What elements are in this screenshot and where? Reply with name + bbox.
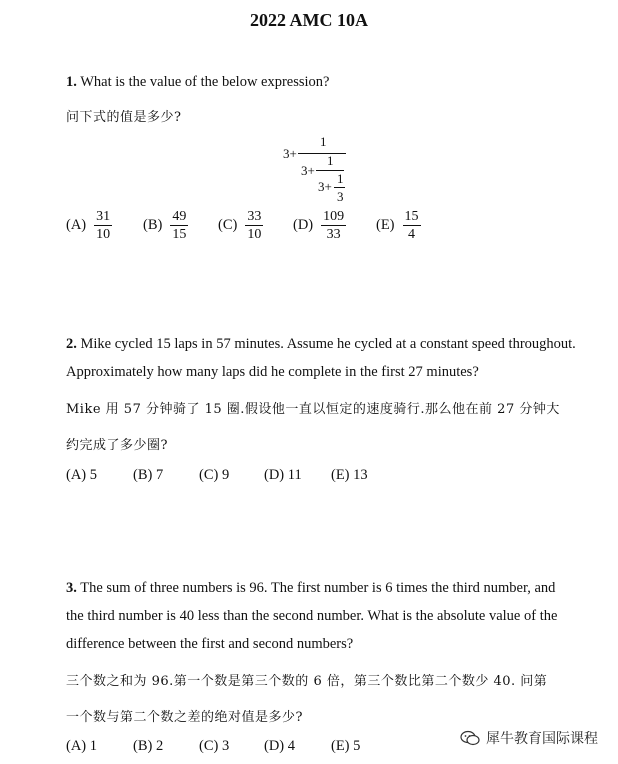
- question-2-text-line-1: [66, 336, 576, 353]
- question-3-english-2: the third number is 40 less than the second number. What is the absolute value of the: [66, 608, 558, 624]
- question-1-number: 1.: [66, 74, 77, 90]
- cf-numerator-1: 1: [320, 134, 327, 149]
- question-2-choice-c[interactable]: (C) 9: [199, 467, 230, 483]
- fraction-numerator: 49: [172, 209, 187, 224]
- question-2-choice-b[interactable]: (B) 7: [133, 467, 164, 483]
- question-3-choice-c[interactable]: (C) 3: [199, 738, 230, 754]
- question-2-english-2: Approximately how many laps did he complete in the first 27 minutes?: [66, 364, 479, 380]
- fraction-denominator: 4: [408, 227, 416, 242]
- question-1-choice-b[interactable]: [143, 208, 188, 243]
- question-3-text-line-1: [66, 580, 555, 597]
- fraction-numerator: 109: [323, 209, 345, 224]
- question-1-choice-c[interactable]: [218, 208, 263, 243]
- choice-label: (C): [218, 217, 238, 233]
- fraction-numerator: 31: [96, 209, 111, 224]
- wechat-icon: [460, 730, 480, 746]
- question-3-english-1: The sum of three numbers is 96. The first number is 6 times the third number, and: [80, 580, 556, 596]
- continued-fraction: [0, 0, 618, 220]
- cf-numerator-2: 1: [327, 153, 334, 168]
- question-2-chinese-1: Mike 用 57 分钟骑了 15 圈.假设他一直以恒定的速度骑行.那么他在前 27 分钟大: [66, 402, 560, 417]
- choice-label: (E): [376, 217, 395, 233]
- cf-term-3: 3+: [318, 179, 332, 194]
- question-3-english-3: difference between the first and second numbers?: [66, 636, 354, 652]
- choice-label: (B): [143, 217, 163, 233]
- question-3-chinese-2: 一个数与第二个数之差的绝对值是多少?: [66, 710, 303, 725]
- question-2-choice-e[interactable]: (E) 13: [331, 467, 368, 483]
- watermark: [460, 728, 598, 748]
- question-1-choice-d[interactable]: [293, 208, 346, 243]
- question-1-choice-e[interactable]: [376, 208, 421, 243]
- question-3-choice-e[interactable]: (E) 5: [331, 738, 361, 754]
- fraction-denominator: 33: [326, 227, 341, 242]
- question-2-chinese-2: 约完成了多少圈?: [66, 438, 168, 453]
- question-2-english-1: Mike cycled 15 laps in 57 minutes. Assume he cycled at a constant speed throughout.: [80, 336, 576, 352]
- cf-denominator-3: 3: [337, 189, 344, 204]
- fraction-denominator: 10: [247, 227, 262, 242]
- cf-term-1: 3+: [283, 146, 297, 161]
- question-3-choice-d[interactable]: (D) 4: [264, 738, 296, 754]
- fraction: [94, 208, 112, 243]
- watermark-text: 犀牛教育国际课程: [486, 731, 598, 747]
- fraction: [321, 208, 346, 243]
- question-1-choice-a[interactable]: [66, 208, 112, 243]
- fraction: [245, 208, 263, 243]
- question-1-chinese: 问下式的值是多少?: [66, 110, 182, 125]
- cf-term-2: 3+: [301, 163, 315, 178]
- fraction: [170, 208, 188, 243]
- question-3-number: 3.: [66, 580, 77, 596]
- question-2-choice-d[interactable]: (D) 11: [264, 467, 302, 483]
- cf-bar-3: [334, 187, 345, 188]
- question-3-choice-a[interactable]: (A) 1: [66, 738, 98, 754]
- question-3-choice-b[interactable]: (B) 2: [133, 738, 164, 754]
- question-3-chinese-1: 三个数之和为 96.第一个数是第三个数的 6 倍，第三个数比第二个数少 40. 问第: [66, 674, 548, 689]
- page-title: 2022 AMC 10A: [250, 10, 368, 30]
- question-2-choice-a[interactable]: (A) 5: [66, 467, 98, 483]
- cf-numerator-3: 1: [337, 171, 344, 186]
- fraction-numerator: 33: [247, 209, 262, 224]
- fraction-denominator: 10: [96, 227, 111, 242]
- cf-bar-1: [298, 153, 346, 154]
- question-1-english: What is the value of the below expression?: [80, 74, 330, 90]
- choice-label: (D): [293, 217, 314, 233]
- fraction: [403, 208, 421, 243]
- fraction-denominator: 15: [172, 227, 187, 242]
- fraction-numerator: 15: [404, 209, 419, 224]
- question-2-number: 2.: [66, 336, 77, 352]
- choice-label: (A): [66, 217, 87, 233]
